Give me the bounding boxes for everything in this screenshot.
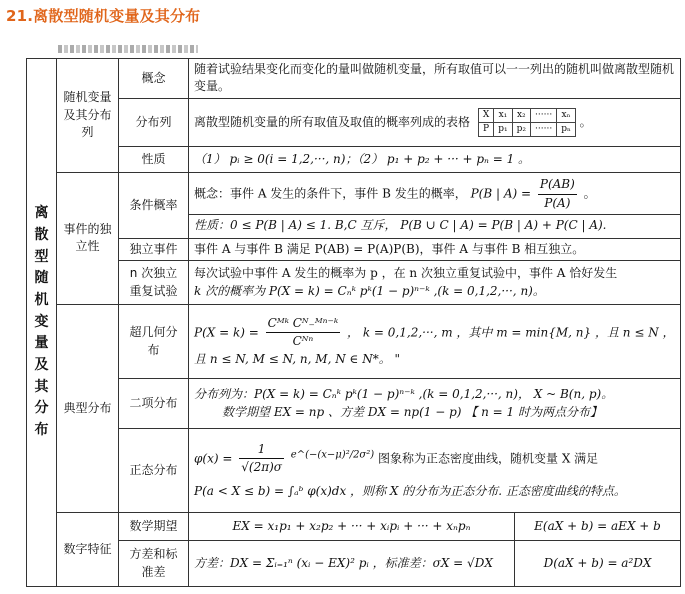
normal-denominator: √(2π)σ xyxy=(241,460,282,475)
distribution-cell xyxy=(189,98,681,146)
mini-cell: p₁ xyxy=(494,122,512,136)
binomial-label: 二项分布 xyxy=(119,379,189,429)
main-category-char: 机 xyxy=(34,292,49,309)
mini-cell: xₙ xyxy=(557,108,576,122)
conditional-formula-left: P(B | A) = xyxy=(470,186,532,201)
repeated-label: n 次独立重复试验 xyxy=(119,261,189,305)
main-category-char: 变 xyxy=(34,313,49,330)
binomial-cell xyxy=(189,379,681,429)
distribution-label: 分布列 xyxy=(119,98,189,146)
summary-table xyxy=(26,58,681,587)
conditional-property: 性质：0 ≤ P(B | A) ≤ 1. B,C 互斥， P(B ∪ C | A) = P(B | A) + P(C | A). xyxy=(189,214,680,234)
hypergeometric-numerator: Cᴹᵏ Cᴺ₋ᴹⁿ⁻ᵏ xyxy=(266,315,341,333)
normal-fraction xyxy=(239,441,284,477)
distribution-text: 离散型随机变量的所有取值及取值的概率列成的表格 xyxy=(194,114,471,129)
repeated-line1: 每次试验中事件 A 发生的概率为 p ，在 n 次独立重复试验中，事件 A 恰好发生 xyxy=(194,266,618,281)
expectation-label: 数学期望 xyxy=(119,513,189,541)
conditional-denominator: P(A) xyxy=(544,195,571,210)
hypergeometric-formula-left: P(X = k) = xyxy=(194,325,259,340)
conditional-cell xyxy=(189,172,681,238)
normal-cell xyxy=(189,429,681,513)
main-category-char: 其 xyxy=(34,378,49,395)
mini-cell: x₂ xyxy=(512,108,530,122)
mini-cell: pₙ xyxy=(557,122,576,136)
conditional-tail: 。 xyxy=(583,186,596,201)
main-category-chars xyxy=(32,203,51,442)
hypergeometric-tail: ， k = 0,1,2,···, m ，其中 m = min{M, n} ，且 n ≤ N ， xyxy=(347,325,675,340)
mini-cell: ······ xyxy=(531,108,557,122)
binomial-line1: 分布列为：P(X = k) = Cₙᵏ pᵏ(1 − p)ⁿ⁻ᵏ ,(k = 0,1,2,···, n)， X ~ B(n, p)。 xyxy=(194,387,614,402)
binomial-line2: 数学期望 EX = np 、方差 DX = np(1 − p) 【 n = 1 时为两点分布】 xyxy=(222,404,602,419)
mini-cell: x₁ xyxy=(494,108,512,122)
main-category-char: 及 xyxy=(34,357,49,374)
main-category-char: 型 xyxy=(34,248,49,265)
main-category-label xyxy=(27,59,57,587)
main-category-char: 离 xyxy=(34,205,49,222)
independent-label: 独立事件 xyxy=(119,238,189,260)
mini-cell: p₂ xyxy=(512,122,530,136)
hypergeometric-cell xyxy=(189,305,681,379)
repeated-line2: k 次的概率为 P(X = k) = Cₙᵏ pᵏ(1 − p)ⁿ⁻ᵏ ,(k = 0,1,2,···, n)。 xyxy=(194,283,545,298)
repeated-cell xyxy=(189,261,681,305)
section-rv-label: 随机变量及其分布列 xyxy=(57,59,119,173)
variance-linear: D(aX + b) = a²DX xyxy=(515,541,681,587)
main-category-char: 随 xyxy=(34,270,49,287)
distribution-mini-table xyxy=(478,108,576,137)
normal-exponent: e^(−(x−μ)²/2σ²) xyxy=(290,449,375,461)
normal-line2: P(a < X ≤ b) = ∫ₐᵇ φ(x)dx ，则称 X 的分布为正态分布. 正态密度曲线的特点。 xyxy=(194,483,626,498)
mini-cell: X xyxy=(478,108,493,122)
main-category-char: 散 xyxy=(34,226,49,243)
expectation-formula: EX = x₁p₁ + x₂p₂ + ··· + xᵢpᵢ + ··· + xₙpₙ xyxy=(189,513,515,541)
variance-label: 方差和标准差 xyxy=(119,541,189,587)
concept-label: 概念 xyxy=(119,59,189,99)
property-text: （1） pᵢ ≥ 0(i = 1,2,···, n)；（2） p₁ + p₂ + ··· + pₙ = 1 。 xyxy=(189,146,681,172)
hypergeometric-denominator: Cᴺⁿ xyxy=(292,334,314,349)
hypergeometric-label: 超几何分布 xyxy=(119,305,189,379)
expectation-linear: E(aX + b) = aEX + b xyxy=(515,513,681,541)
hypergeometric-fraction xyxy=(266,315,341,351)
section-independence-label: 事件的独立性 xyxy=(57,172,119,304)
main-category-char: 分 xyxy=(34,400,49,417)
conditional-fraction xyxy=(538,176,577,212)
mini-cell: P xyxy=(478,122,493,136)
mini-cell: ······ xyxy=(531,122,557,136)
main-category-char: 布 xyxy=(34,422,49,439)
normal-label: 正态分布 xyxy=(119,429,189,513)
conditional-label: 条件概率 xyxy=(119,172,189,238)
property-label: 性质 xyxy=(119,146,189,172)
normal-tail: 图象称为正态密度曲线，随机变量 X 满足 xyxy=(378,451,599,466)
distribution-tail: 。 xyxy=(579,114,592,129)
section-features-label: 数字特征 xyxy=(57,513,119,587)
normal-numerator: 1 xyxy=(239,441,284,459)
conditional-numerator: P(AB) xyxy=(538,176,577,194)
main-category-char: 量 xyxy=(34,335,49,352)
normal-formula-left: φ(x) = xyxy=(194,451,233,466)
scan-artifact xyxy=(58,45,198,53)
independent-text: 事件 A 与事件 B 满足 P(AB) = P(A)P(B)，事件 A 与事件 B 相互独立。 xyxy=(189,238,681,260)
concept-text: 随着试验结果变化而变化的量叫做随机变量，所有取值可以一一列出的随机叫做离散型随机变量。 xyxy=(189,59,681,99)
conditional-prefix: 概念：事件 A 发生的条件下，事件 B 发生的概率， xyxy=(194,186,467,201)
section-typical-label: 典型分布 xyxy=(57,305,119,513)
page-title: 21.离散型随机变量及其分布 xyxy=(6,7,201,25)
hypergeometric-line2: 且 n ≤ N, M ≤ N, n, M, N ∈ N*。 " xyxy=(194,351,401,366)
variance-formula: 方差：DX = Σᵢ₌₁ⁿ (xᵢ − EX)² pᵢ ，标准差：σX = √DX xyxy=(189,541,515,587)
